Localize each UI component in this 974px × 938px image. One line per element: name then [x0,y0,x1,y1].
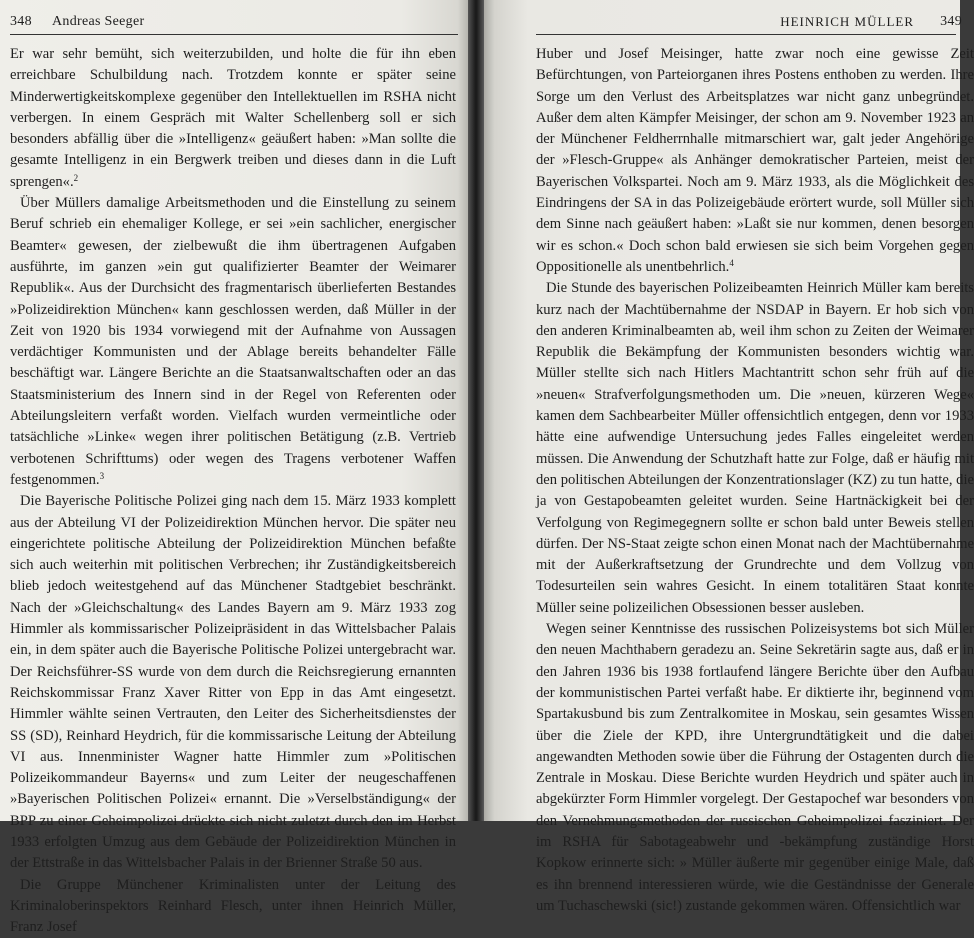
book-gutter [468,0,484,821]
right-page-number: 349 [940,14,962,29]
left-page-header [10,14,458,35]
right-paragraph-3: Wegen seiner Kenntnisse des russischen Polizeisystems bot sich Müller den neuen Machthabern geradezu an. Seine Sekretärin sagte aus, daß er in den Jahren 1936 bis 1938 fortlaufend längere Berichte über den Aufbau der kommunistischen Partei verfaßt habe. Er diktierte ihr, beginnend vom Spartakusbund bis zum Zentralkomitee in Moskau, sein gesamtes Wissen über die Ziele der KPD, ihre Untergrundtätigkeit und die dabei angewandten Methoden sowie über die Führung der Ostagenten durch die Zentrale in Moskau. Diese Berichte wurden Heydrich und später auch in abgekürzter Form Himmler vorgelegt. Der Gestapochef war besonders von den Vernehmungsmethoden der russischen Geheimpolizei fasziniert. Der im RSHA für Sabotageabwehr und -bekämpfung zuständige Horst Kopkow erinnerte sich: » Müller äußerte mir gegenüber einige Male, daß es ihn brennend interessieren würde, wie die Geständnisse der Generale um Tuchaschewski (sic!) zustande gekommen wären. Offensichtlich war [536,621,974,914]
left-paragraph-3: Die Bayerische Politische Polizei ging nach dem 15. März 1933 komplett aus der Abteilung VI der Polizeidirektion München hervor. Die später neu eingerichtete politische Abteilung der Polizeidirektion München befaßte sich auch weiterhin mit politischen Verbrechen; ihr Zuständigkeitsbereich blieb jedoch weitestgehend auf das Münchener Stadtgebiet beschränkt. Nach der »Gleichschaltung« des Landes Bayern am 9. März 1933 zog Himmler als kommissarischer Polizeipräsident in das Wittelsbacher Palais ein, in dem später auch die Bayerische Politische Polizei untergebracht war. Der Reichsführer-SS wurde von dem durch die Reichsregierung ernannten Reichskommissar Franz Xaver Ritter von Epp in das Amt eingesetzt. Himmler wählte seinen Vertrauten, den Leiter des Sicherheitsdienstes der SS (SD), Reinhard Heydrich, für die kommissarische Leitung der Abteilung VI aus. Innenminister Wagner hatte Himmler zum »Politischen Polizeikommandeur Bayerns« und zum Leiter der neugeschaffenen »Bayerischen Politischen Polizei« ernannt. Die »Verselbständigung« der BPP zu einer Geheimpolizei drückte sich nicht zuletzt durch den im Herbst 1933 erfolgten Umzug aus dem Gebäude der Polizeidirektion München in der Ettstraße in das Wittelsbacher Palais in der Brienner Straße 50 aus. [10,493,456,872]
right-paragraph-1: Huber und Josef Meisinger, hatte zwar noch eine gewisse Zeit Befürchtungen, von Parteiorganen ihres Postens enthoben zu werden. Ihre Sorge um den Verlust des Arbeitsplatzes war nicht ganz unbegründet. Außer dem alten Kämpfer Meisinger, der schon am 9. November 1923 an der Münchener Feldherrnhalle mitmarschiert war, galt jeder Angehörige der »Flesch-Gruppe« als Anhänger demokratischer Parteien, meist der Bayerischen Volkspartei. Noch am 9. März 1933, als die Möglichkeit des Eindringens der SA in das Polizeigebäude erörtert wurde, soll Müller sich dem Sinne nach geäußert haben: »Laßt sie nur kommen, denen besorgen wir es schon.« Doch schon bald erwiesen sie sich beim Vorgehen gegen Oppositionelle als unentbehrlich.$^4$ [536,46,974,275]
left-running-head: Andreas Seeger [52,14,145,29]
right-running-head: HEINRICH MÜLLER [780,14,914,29]
right-page-body [536,44,974,917]
footnote-mark: 4 [729,257,734,268]
right-paragraph-2: Die Stunde des bayerischen Polizeibeamten Heinrich Müller kam bereits kurz nach der Machtübernahme der NSDAP in Bayern. Er hob sich von den anderen Kriminalbeamten ab, weil ihm schon zu Zeiten der Weimarer Republik die Bekämpfung der Kommunisten besonders wichtig war. Müller stellte sich nach Hitlers Machtantritt schon sehr früh auf die »neuen« Strafverfolgungsmethoden um. Die »neuen, kürzeren Wege« kamen dem Sachbearbeiter Müller offensichtlich entgegen, denn vor 1933 hätte eine aufwendige Untersuchung jedes Falles eingeleitet werden müssen. Die Anwendung der Schutzhaft hatte zur Folge, daß er häufig mit den politischen Abteilungen der Konzentrationslager (KZ) zu tun hatte, die ja von Gestapobeamten geleitet wurden. Seine Hartnäckigkeit bei der Verfolgung von Regimegegnern sollte er schon bald unter Beweis stellen dürfen. Der NS-Staat zeigte schon einen Monat nach der Machtübernahme mit der Außerkraftsetzung der Grundrechte und dem Vollzug von Todesurteilen sein wahres Gesicht. In einem totalitären Staat konnte Müller seine polizeilichen Obsessionen besser ausleben. [536,280,974,616]
left-paragraph-2: Über Müllers damalige Arbeitsmethoden und die Einstellung zu seinem Beruf schrieb ein ehemaliger Kollege, er sei »ein sachlicher, energischer Beamter« gewesen, der zielbewußt die ihm übertragenen Aufgaben ausführte, im ganzen »ein gut qualifizierter Beamter der Weimarer Republik«. Aus der Durchsicht des fragmentarisch überlieferten Bestandes »Polizeidirektion München« kann geschlossen werden, daß Müller in der Zeit von 1920 bis 1934 vorwiegend mit der Aufnahme von Aussagen verdächtiger Kommunisten und der Ablage bereits behandelter Fälle beschäftigt war. Längere Berichte an die Staatsanwaltschaften oder an das Staatsministerium des Innern sind in der Regel von Referenten oder Abteilungsleitern verfaßt worden. Vielfach wurden vermeintliche oder tatsächliche »Linke« wegen ihrer politischen Betätigung (z.B. Vertrieb verbotenen Schrifttums) oder wegen des Tragens verbotener Waffen festgenommen.$^3$ [10,195,456,488]
left-page-body [10,44,456,938]
left-paragraph-4: Die Gruppe Münchener Kriminalisten unter der Leitung des Kriminaloberinspektors Reinhard Flesch, unter ihnen Heinrich Müller, Franz Josef [10,876,456,936]
right-page [480,0,974,914]
footnote-mark: 3 [99,470,105,481]
left-paragraph-1: Er war sehr bemüht, sich weiterzubilden, und holte die für ihn eben erreichbare Schulbildung nach. Trotzdem konnte er später seine Minderwertigkeitskomplexe gegenüber den Intellektuellen im RSHA nicht verbergen. In einem Gespräch mit Walter Schellenberg soll er sich besonders abfällig über die »Intelligenz« geäußert haben: »Man sollte die gesamte Intelligenz in ein Bergwerk treiben und dieses dann in die Luft sprengen«.$^2$ [10,46,456,190]
right-page-header [536,14,962,35]
left-page [0,0,472,936]
footnote-mark: 2 [73,172,79,183]
left-page-number: 348 [10,14,32,29]
